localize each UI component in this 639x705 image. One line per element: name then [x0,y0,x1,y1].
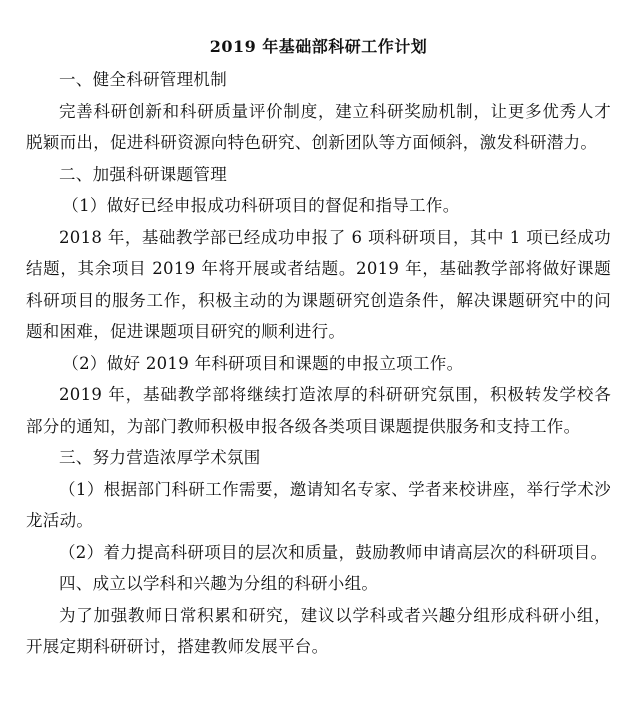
section-1 [26,64,611,159]
subsection-heading: （1）做好已经申报成功科研项目的督促和指导工作。 [62,196,460,215]
document-title: 2019 年基础部科研工作计划 [209,37,428,56]
section-heading: 三、努力营造浓厚学术氛围 [59,448,261,467]
section-heading: 一、健全科研管理机制 [59,70,227,89]
section-heading: 二、加强科研课题管理 [59,164,227,184]
section-paragraph: 为了加强教师日常积累和研究，建议以学科或者兴趣分组形成科研小组，开展定期科研研讨，搭建教师发展平台。 [26,605,611,656]
section-heading: 四、成立以学科和兴趣为分组的科研小组。 [59,574,379,593]
subsection-paragraph: 2019 年，基础教学部将继续打造浓厚的科研研究氛围，积极转发学校各部分的通知，为部门教师积极申报各级各类项目课题提供服务和支持工作。 [26,385,611,436]
section-paragraph: 完善科研创新和科研质量评价制度，建立科研奖励机制，让更多优秀人才脱颖而出，促进科研资源向特色研究、创新团队等方面倾斜，激发科研潜力。 [26,101,611,152]
section-item: （1）根据部门科研工作需要，邀请知名专家、学者来校讲座，举行学术沙龙活动。 [26,479,611,530]
subsection-heading: （2）做好 2019 年科研项目和课题的申报立项工作。 [62,353,464,373]
section-2 [26,159,611,443]
section-3 [26,442,611,568]
subsection-paragraph: 2018 年，基础教学部已经成功申报了 6 项科研项目，其中 1 项已经成功结题，其余项目 2019 年将开展或者结题。2019 年，基础教学部将做好课题科研项目的服务工作，积极主动的为课题研究创造条件，解决课题研究中的问题和困难，促进课题项目研究的顺利进行。 [26,227,611,341]
section-4 [26,568,611,663]
section-item: （2）着力提高科研项目的层次和质量，鼓励教师申请高层次的科研项目。 [59,542,608,562]
